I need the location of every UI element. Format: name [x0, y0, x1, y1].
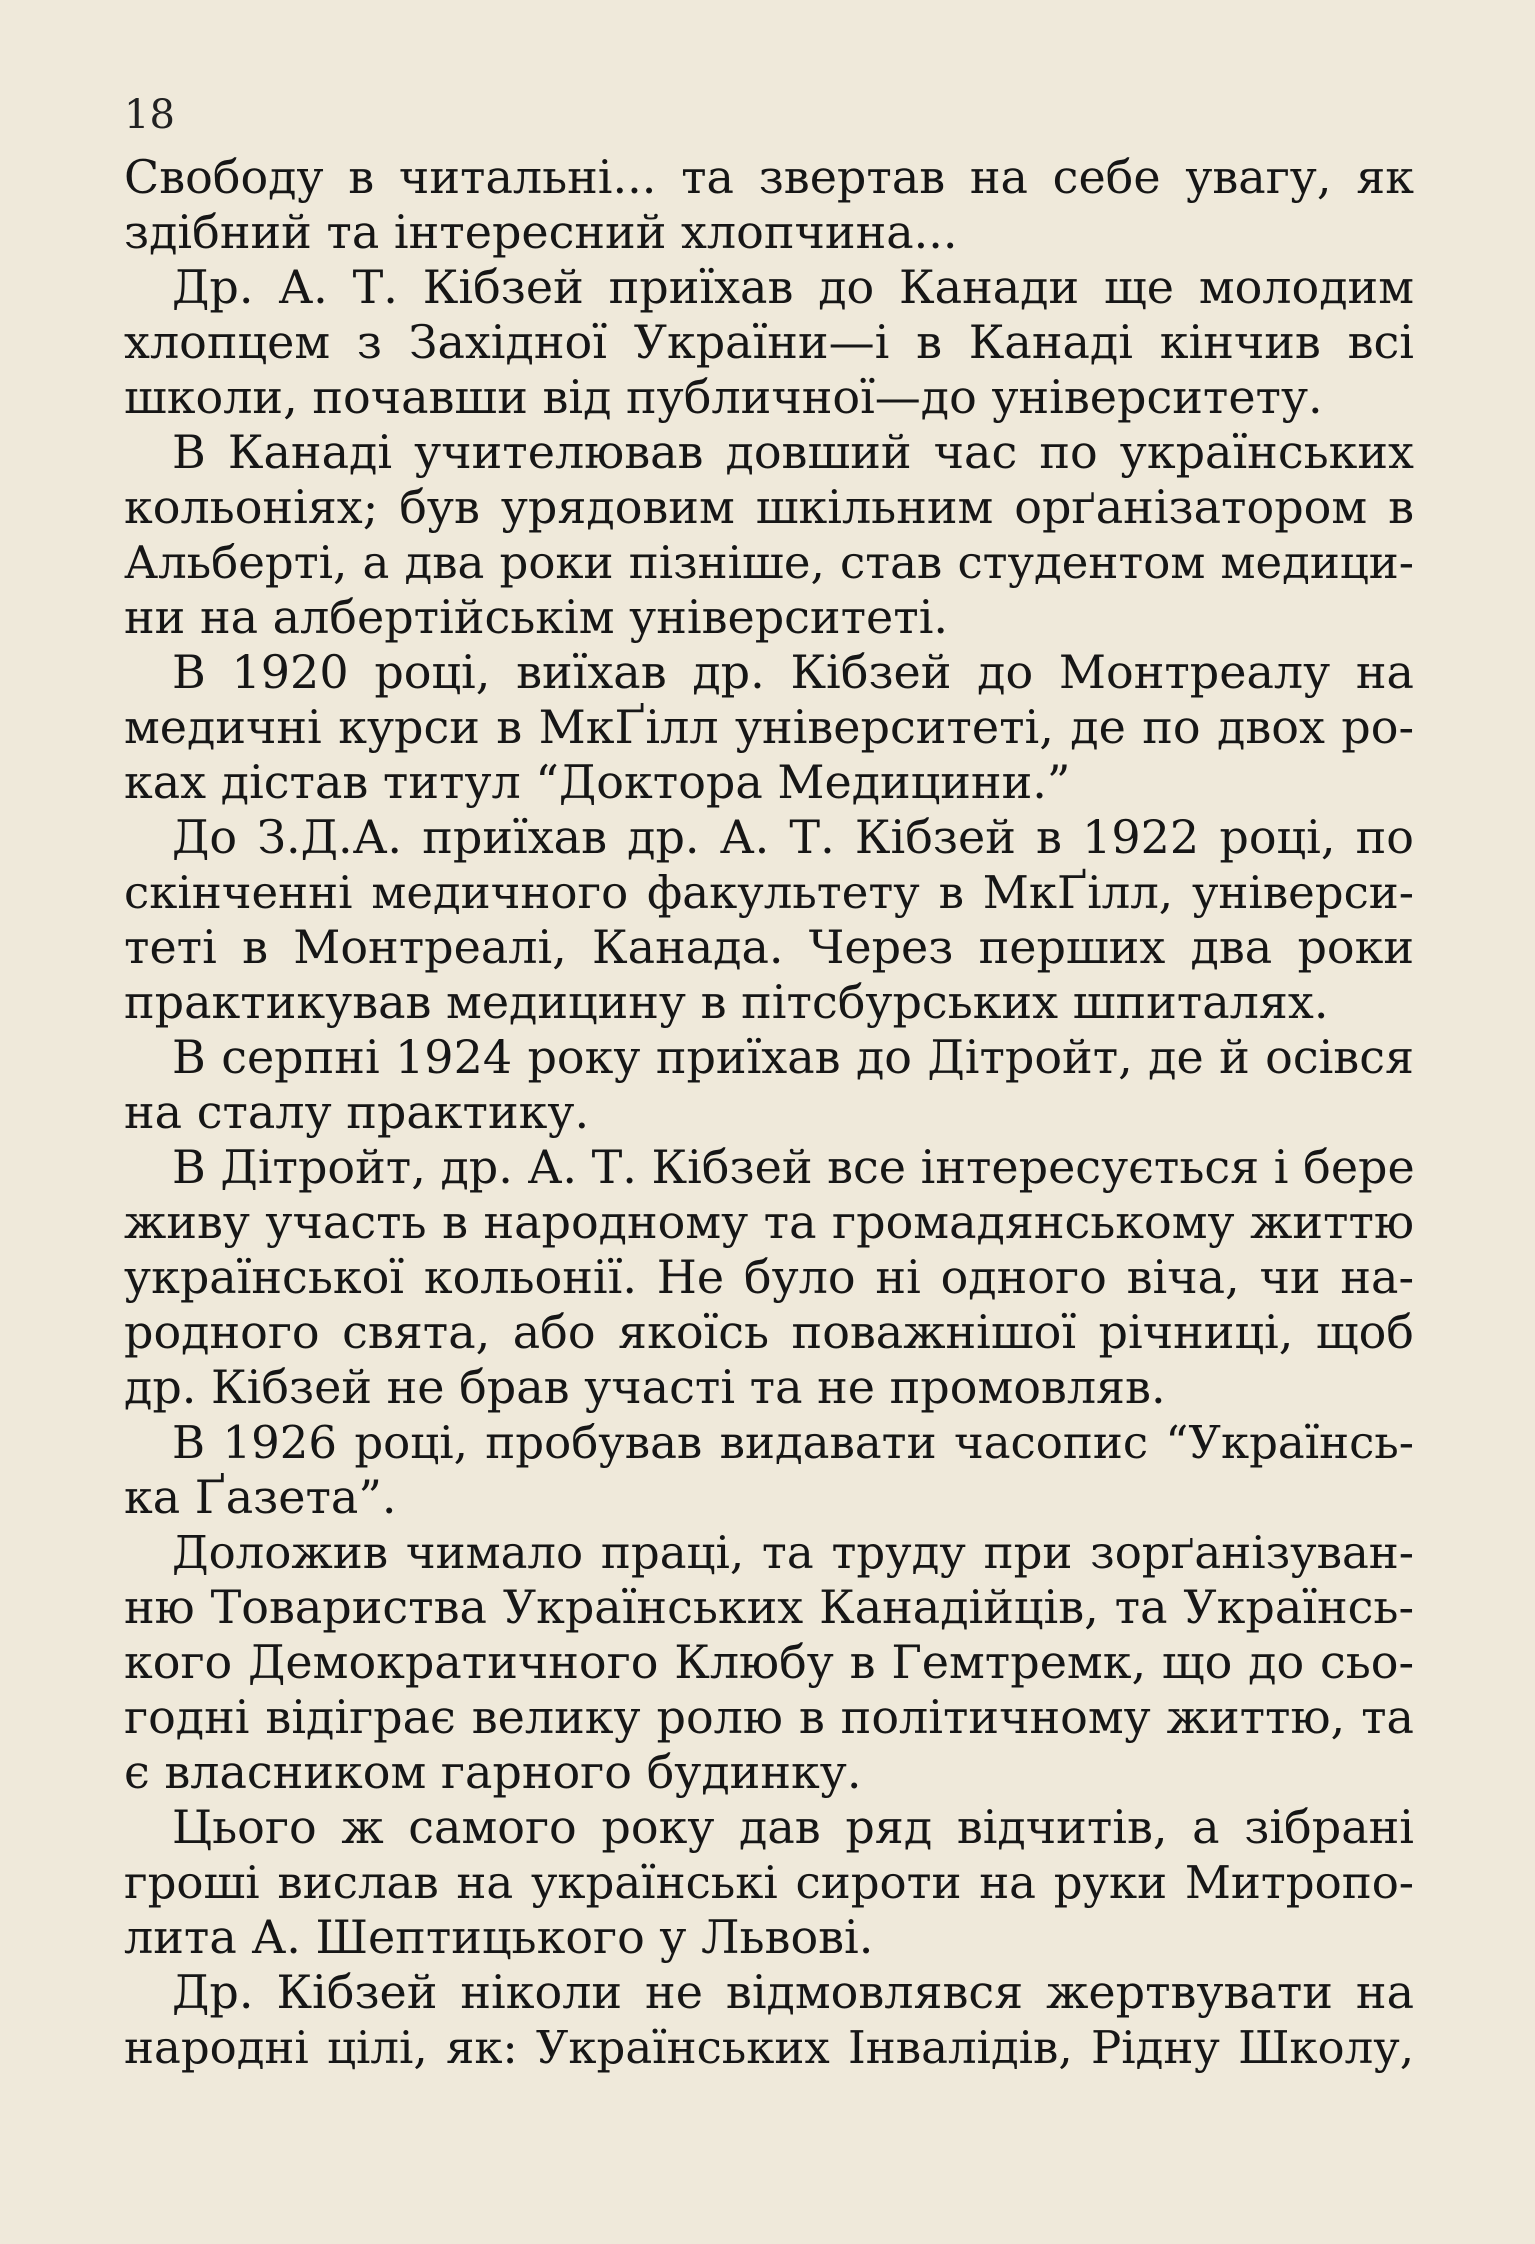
- paragraph: [124, 1525, 1414, 1800]
- text-line: В Канаді учителював довший час по українських: [172, 425, 1414, 479]
- text-line: народні цілі, як: Українських Інвалідів, Рідну Школу,: [124, 2021, 1414, 2074]
- paragraph: [124, 645, 1414, 810]
- text-line: хлопцем з Західної України—і в Канаді кінчив всі: [124, 315, 1414, 369]
- paragraph: [124, 1800, 1414, 1965]
- body-text: [124, 150, 1414, 2075]
- text-line: української кольонії. Не було ні одного віча, чи на-: [124, 1250, 1414, 1304]
- text-line: є власником гарного будинку.: [124, 1745, 862, 1799]
- text-line: родного свята, або якоїсь поважнішої річниці, щоб: [124, 1305, 1414, 1359]
- text-line: практикував медицину в пітсбурських шпиталях.: [124, 975, 1329, 1029]
- text-line: До З.Д.А. приїхав др. А. Т. Кібзей в 1922 році, по: [172, 810, 1414, 864]
- paragraph: [124, 425, 1414, 645]
- text-line: скінченні медичного факультету в МкҐілл, універси-: [124, 866, 1414, 919]
- text-line: здібний та інтересний хлопчина...: [124, 205, 958, 259]
- text-line: В Дітройт, др. А. Т. Кібзей все інтересується і бере: [172, 1140, 1415, 1194]
- text-line: ни на албертійськім університеті.: [124, 590, 949, 644]
- text-line: кого Демократичного Клюбу в Гемтремк, що до сьо-: [124, 1635, 1414, 1689]
- text-line: гроші вислав на українські сироти на руки Митропо-: [124, 1856, 1414, 1909]
- paragraph: [124, 1140, 1414, 1415]
- text-line: Цього ж самого року дав ряд відчитів, а зібрані: [172, 1800, 1414, 1854]
- text-line: медичні курси в МкҐілл університеті, де по двох ро-: [124, 700, 1414, 754]
- text-line: В 1920 році, виїхав др. Кібзей до Монтреалу на: [172, 645, 1414, 699]
- paragraph: [124, 810, 1414, 1030]
- text-line: школи, почавши від публичної—до університету.: [124, 370, 1323, 424]
- text-line: Альберті, а два роки пізніше, став студентом медици-: [124, 536, 1414, 589]
- text-line: Др. А. Т. Кібзей приїхав до Канади ще молодим: [172, 260, 1414, 314]
- paragraph: [124, 1030, 1414, 1140]
- page-number: 18: [124, 92, 175, 138]
- text-line: В 1926 році, пробував видавати часопис “Українсь-: [172, 1416, 1414, 1469]
- paragraph: [124, 1965, 1414, 2075]
- text-line: Свободу в читальні... та звертав на себе увагу, як: [124, 150, 1414, 204]
- text-line: живу участь в народному та громадянському життю: [124, 1195, 1414, 1249]
- text-line: Доложив чимало праці, та труду при зорґанізуван-: [172, 1526, 1414, 1579]
- text-line: кольоніях; був урядовим шкільним орґанізатором в: [124, 480, 1414, 534]
- text-line: др. Кібзей не брав участі та не промовляв.: [124, 1360, 1166, 1414]
- text-line: В серпні 1924 року приїхав до Дітройт, де й осівся: [172, 1030, 1414, 1084]
- text-line: ка Ґазета”.: [124, 1470, 397, 1524]
- paragraph: [124, 1415, 1414, 1525]
- text-line: теті в Монтреалі, Канада. Через перших два роки: [124, 920, 1414, 974]
- text-line: Др. Кібзей ніколи не відмовлявся жертвувати на: [172, 1965, 1414, 2019]
- text-line: ню Товариства Українських Канадійців, та Українсь-: [124, 1580, 1414, 1634]
- text-line: лита А. Шептицького у Львові.: [124, 1910, 874, 1964]
- text-line: годні відіграє велику ролю в політичному життю, та: [124, 1690, 1414, 1744]
- paragraph: [124, 260, 1414, 425]
- text-line: на сталу практику.: [124, 1085, 590, 1139]
- paragraph: [124, 150, 1414, 260]
- text-line: ках дістав титул “Доктора Медицини.”: [124, 755, 1071, 809]
